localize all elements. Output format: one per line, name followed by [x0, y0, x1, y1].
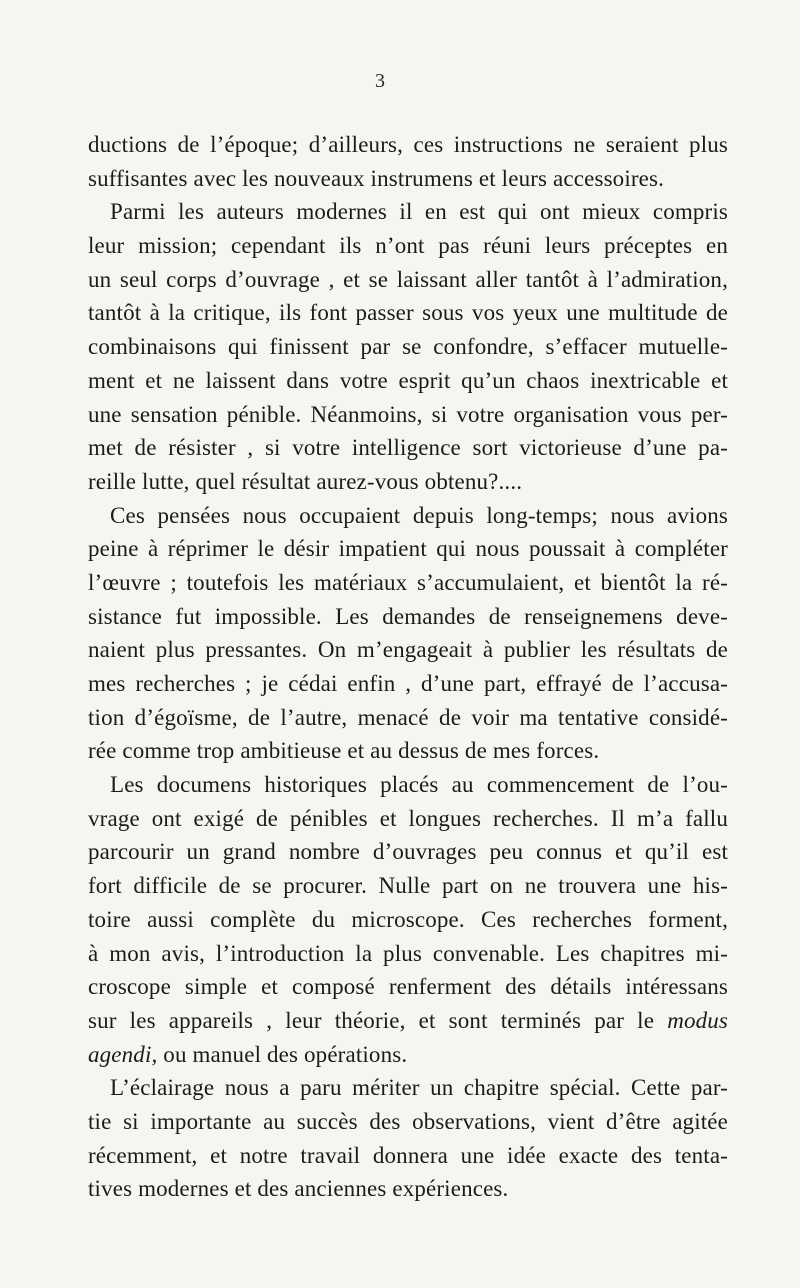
text-line: mes recherches ; je cédai enfin , d’une part, effrayé de l’accusa-: [88, 671, 728, 696]
text-line: naient plus pressantes. On m’engageait à publier les résultats de: [88, 637, 728, 663]
text-line: vrage ont exigé de pénibles et longues recherches. Il m’a fallu: [88, 805, 728, 831]
text-line: une sensation pénible. Néanmoins, si votre organisation vous per-: [88, 401, 728, 427]
text-line: suffisantes avec les nouveaux instrumens et leurs accessoires.: [88, 165, 665, 191]
text-line: reille lutte, quel résultat aurez-vous obtenu?....: [88, 468, 523, 494]
text-line: tantôt à la critique, ils font passer sous vos yeux une multitude de: [88, 300, 728, 326]
text-line: Ces pensées nous occupaient depuis long-temps; nous avions: [110, 502, 728, 528]
text-line: tion d’égoïsme, de l’autre, menacé de voir ma tentative considé-: [88, 704, 728, 730]
text-line: croscope simple et composé renferment des détails intéressans: [88, 974, 728, 1000]
text-line: L’éclairage nous a paru mériter un chapitre spécial. Cette par-: [110, 1075, 728, 1101]
text-line: agendi, ou manuel des opérations.: [88, 1041, 408, 1067]
text-line: met de résister , si votre intelligence sort victorieuse d’une pa-: [88, 435, 728, 461]
page-number: 3: [375, 70, 385, 92]
text-line: ductions de l’époque; d’ailleurs, ces instructions ne seraient plus: [88, 132, 728, 157]
text-line: leur mission; cependant ils n’ont pas réuni leurs préceptes en: [88, 233, 728, 259]
text-line: Les documens historiques placés au commencement de l’ou-: [110, 772, 728, 798]
text-line: toire aussi complète du microscope. Ces recherches forment,: [88, 906, 728, 932]
text-line: rée comme trop ambitieuse et au dessus de mes forces.: [88, 738, 600, 764]
text-line: peine à réprimer le désir impatient qui nous poussait à compléter: [88, 536, 728, 562]
text-line: un seul corps d’ouvrage , et se laissant aller tantôt à l’admiration,: [88, 266, 728, 292]
text-line: tie si importante au succès des observations, vient d’être agitée: [88, 1108, 728, 1134]
text-line: tives modernes et des anciennes expériences.: [88, 1176, 509, 1202]
text-line: ment et ne laissent dans votre esprit qu’un chaos inextricable et: [88, 367, 728, 393]
text-line: sur les appareils , leur théorie, et sont terminés par le modus: [88, 1007, 728, 1033]
text-line: l’œuvre ; toutefois les matériaux s’accumulaient, et bientôt la ré-: [88, 569, 728, 595]
text-line: récemment, et notre travail donnera une idée exacte des tenta-: [88, 1142, 728, 1168]
italic-term: modus: [667, 1007, 728, 1033]
text-line: combinaisons qui finissent par se confondre, s’effacer mutuelle-: [88, 334, 728, 360]
text-line: Parmi les auteurs modernes il en est qui ont mieux compris: [110, 199, 728, 225]
body-text: [88, 128, 728, 1206]
text-line: sistance fut impossible. Les demandes de renseignemens deve-: [88, 603, 728, 629]
text-line: parcourir un grand nombre d’ouvrages peu connus et qu’il est: [88, 839, 728, 865]
text-line: fort difficile de se procurer. Nulle part on ne trouvera une his-: [88, 873, 728, 899]
text-line: à mon avis, l’introduction la plus convenable. Les chapitres mi-: [88, 940, 728, 966]
italic-term: agendi,: [88, 1041, 158, 1067]
